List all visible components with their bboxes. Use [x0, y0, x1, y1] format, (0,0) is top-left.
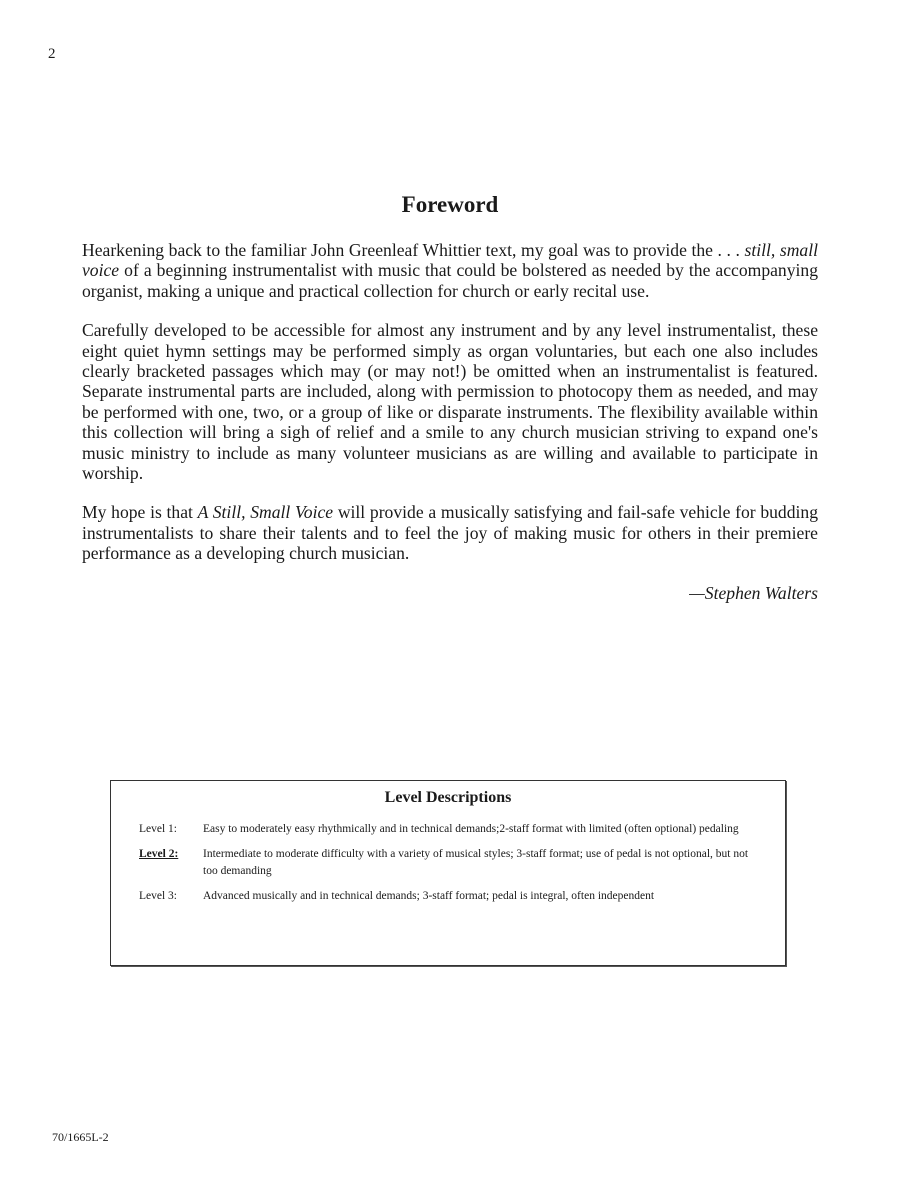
- level-descriptions-title: Level Descriptions: [384, 789, 512, 806]
- paragraph-1-text-end: of a beginning instrumentalist with music that could be bolstered as needed by the accompanying organist, making a unique and practical collection for church or early recital use.: [82, 260, 818, 301]
- level-description: Intermediate to moderate difficulty with a variety of musical styles; 3-staff format; use of pedal is not optional, but not too demanding: [203, 848, 749, 877]
- level-descriptions-box: [110, 780, 786, 966]
- foreword-title: Foreword: [401, 192, 499, 217]
- foreword-paragraph-2: Carefully developed to be accessible for almost any instrument and by any level instrumentalist, these eight quiet hymn settings may be performed simply as organ voluntaries, but each one also includes clearly bracketed passages which may (or may not!) be omitted when an instrumentalist is featured. Separate instrumental parts are included, along with permission to photocopy them as needed, and may be performed with one, two, or a group of like or disparate instruments. The flexibility available within this collection will bring a sigh of relief and a smile to any church musician striving to expand one's music ministry to include as many volunteer musicians as are willing and available to participate in worship.: [82, 320, 818, 484]
- paragraph-3-text-start: My hope is that: [82, 502, 198, 523]
- catalog-number: 70/1665L-2: [52, 1130, 109, 1144]
- level-name: Level 3:: [139, 890, 177, 902]
- paragraph-3-text-end: will provide a musically satisfying and fail-safe vehicle for budding instrumentalists to share their talents and to feel the joy of making music for others in their premiere performance as a developing church musician.: [82, 502, 818, 564]
- author-signature: —Stephen Walters: [689, 582, 818, 603]
- level-name-current: Level 2:: [139, 848, 179, 860]
- foreword-paragraph-1: [82, 240, 818, 301]
- level-row-3: [139, 888, 755, 905]
- paragraph-3-italic-title: A Still, Small Voice: [197, 502, 334, 523]
- paragraph-1-italic-phrase: still, small voice: [82, 240, 819, 281]
- level-name: Level 1:: [139, 823, 177, 835]
- foreword-paragraph-3: [82, 502, 818, 563]
- level-description: Easy to moderately easy rhythmically and in technical demands;2-staff format with limited (often optional) pedaling: [203, 823, 739, 835]
- level-description: Advanced musically and in technical demands; 3-staff format; pedal is integral, often independent: [203, 890, 655, 902]
- level-row-1: [139, 821, 755, 838]
- page-number: 2: [48, 46, 56, 62]
- level-row-2: [139, 846, 755, 880]
- paragraph-1-text-start: Hearkening back to the familiar John Greenleaf Whittier text, my goal was to provide the . . .: [82, 240, 745, 260]
- foreword-body: [82, 240, 818, 603]
